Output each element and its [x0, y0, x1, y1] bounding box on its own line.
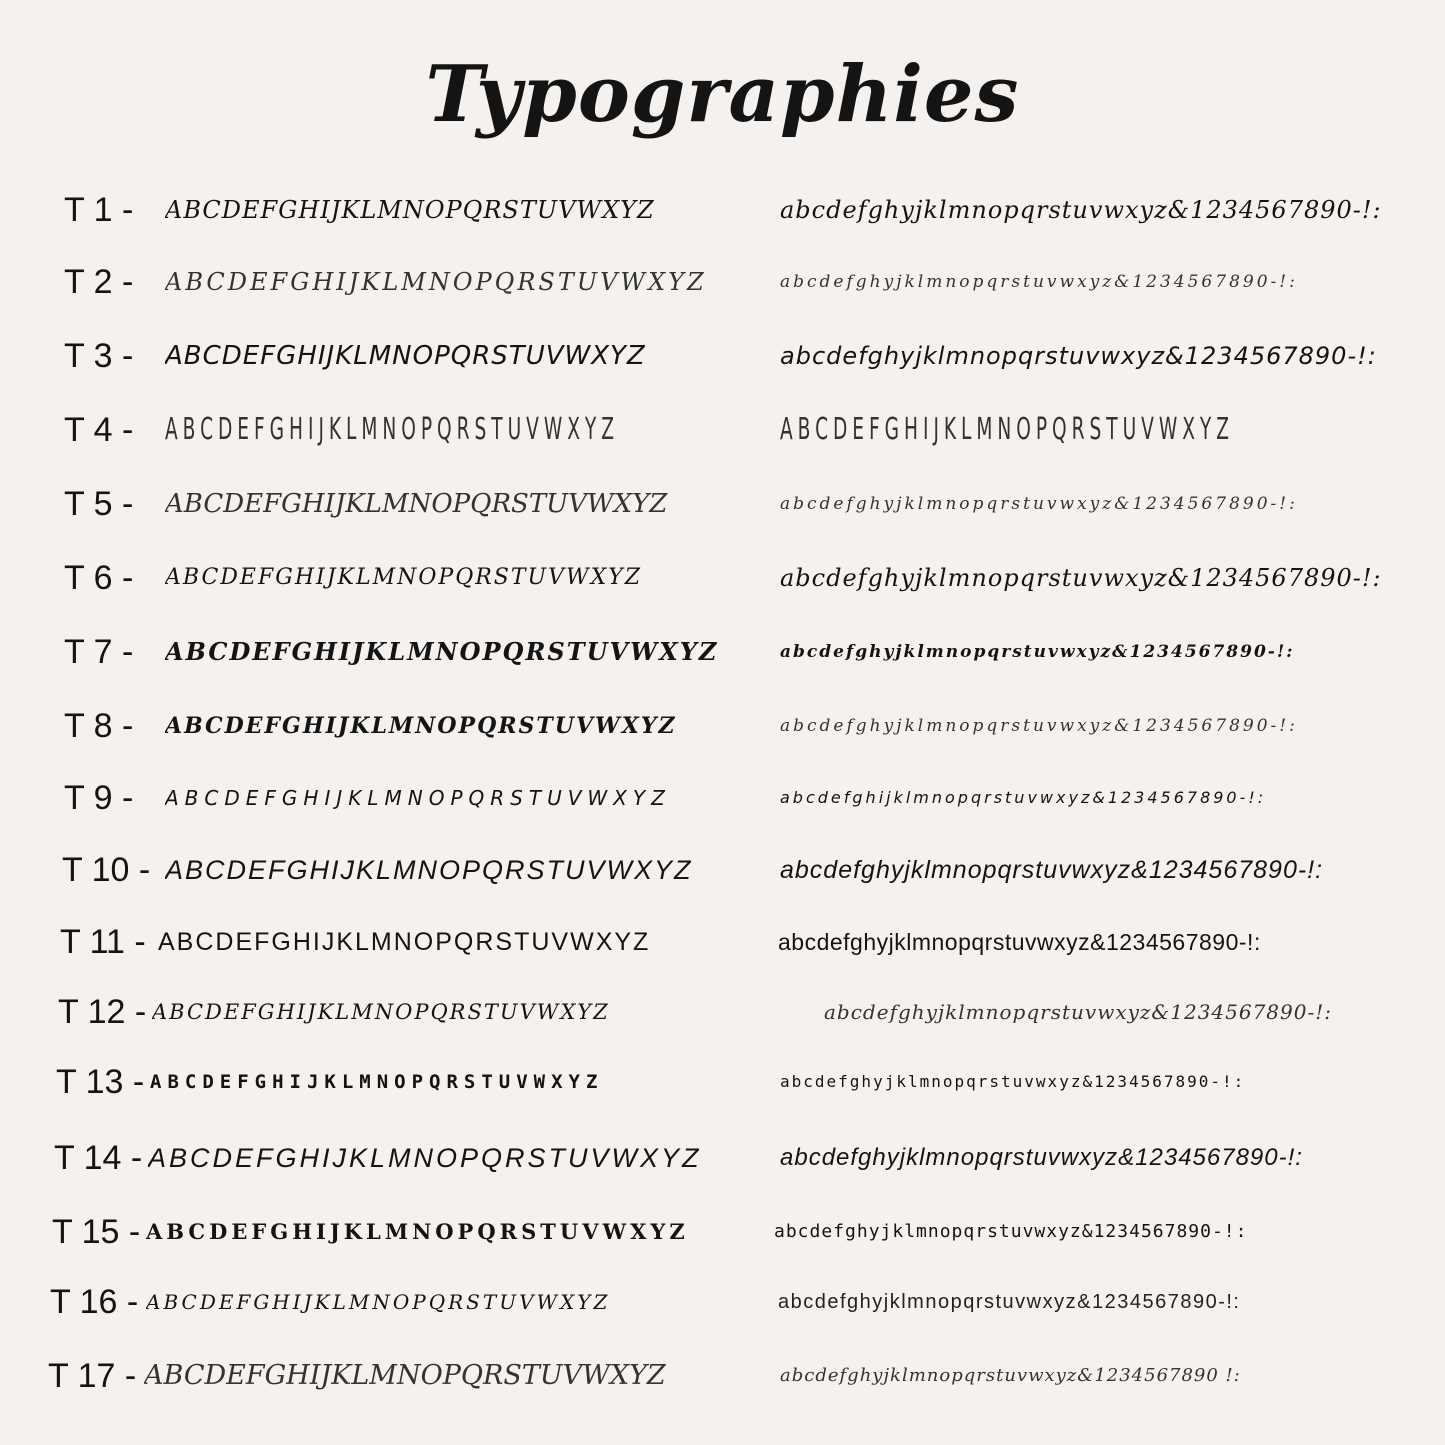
lowercase-sample: abcdefghyjklmnopqrstuvwxyz&1234567890-!: — [824, 1000, 1333, 1024]
row-label: T 13 - — [56, 1063, 145, 1101]
row-label: T 15 - — [52, 1213, 141, 1251]
row-label: T 12 - — [58, 993, 147, 1031]
typography-row — [0, 558, 1445, 618]
row-label: T 8 - — [64, 707, 134, 745]
uppercase-sample: ABCDEFGHIJKLMNOPQRSTUVWXYZ — [165, 196, 655, 224]
uppercase-sample: ABCDEFGHIJKLMNOPQRSTUVWXYZ — [148, 1143, 702, 1173]
lowercase-sample: abcdefghyjklmnopqrstuvwxyz&1234567890-!: — [780, 272, 1298, 292]
uppercase-sample: ABCDEFGHIJKLMNOPQRSTUVWXYZ — [165, 786, 671, 810]
typography-row — [0, 778, 1445, 838]
row-label: T 17 - — [48, 1357, 137, 1395]
row-label: T 1 - — [64, 191, 134, 229]
typography-row — [0, 1062, 1445, 1122]
page-title: Typographies — [425, 49, 1020, 140]
row-label: T 3 - — [64, 337, 134, 375]
lowercase-sample: abcdefghyjklmnopqrstuvwxyz&1234567890-!: — [780, 494, 1298, 514]
uppercase-sample: ABCDEFGHIJKLMNOPQRSTUVWXYZ — [165, 341, 646, 371]
lowercase-sample: abcdefghyjklmnopqrstuvwxyz&1234567890-!: — [780, 342, 1377, 370]
lowercase-sample: abcdefghyjklmnopqrstuvwxyz&1234567890-!: — [780, 196, 1382, 224]
row-label: T 10 - — [62, 851, 151, 889]
typography-row — [0, 992, 1445, 1052]
lowercase-sample: abcdefghyjklmnopqrstuvwxyz&1234567890-!: — [778, 929, 1261, 955]
row-label: T 14 - — [54, 1139, 143, 1177]
lowercase-sample: abcdefghyjklmnopqrstuvwxyz&1234567890-!: — [780, 1072, 1246, 1091]
uppercase-sample: ABCDEFGHIJKLMNOPQRSTUVWXYZ — [146, 1219, 689, 1244]
typography-row — [0, 190, 1445, 250]
row-label: T 2 - — [64, 263, 134, 301]
row-label: T 11 - — [60, 923, 146, 961]
uppercase-sample: ABCDEFGHIJKLMNOPQRSTUVWXYZ — [165, 713, 677, 739]
uppercase-sample: ABCDEFGHIJKLMNOPQRSTUVWXYZ — [165, 855, 693, 885]
typography-row — [0, 922, 1445, 982]
lowercase-sample: abcdefghyjklmnopqrstuvwxyz&1234567890-!: — [778, 1291, 1241, 1313]
typography-row — [0, 850, 1445, 910]
typography-row — [0, 262, 1445, 322]
typography-row — [0, 336, 1445, 396]
uppercase-sample: ABCDEFGHIJKLMNOPQRSTUVWXYZ — [152, 1000, 610, 1024]
lowercase-sample: abcdefghyjklmnopqrstuvwxyz&1234567890-!: — [774, 1221, 1248, 1242]
typography-row — [0, 1282, 1445, 1342]
row-label: T 9 - — [64, 779, 134, 817]
uppercase-sample: ABCDEFGHIJKLMNOPQRSTUVWXYZ — [150, 1071, 604, 1093]
typography-row — [0, 632, 1445, 692]
typography-row — [0, 410, 1445, 470]
lowercase-sample: abcdefghyjklmnopqrstuvwxyz&1234567890-!: — [780, 642, 1295, 662]
uppercase-sample: ABCDEFGHIJKLMNOPQRSTUVWXYZ — [158, 928, 651, 956]
row-label: T 16 - — [50, 1283, 139, 1321]
row-label: T 7 - — [64, 633, 134, 671]
lowercase-sample: ABCDEFGHIJKLMNOPQRSTUVWXYZ — [780, 412, 1234, 447]
lowercase-sample: abcdefghyjklmnopqrstuvwxyz&1234567890-!: — [780, 716, 1298, 736]
lowercase-sample: abcdefghyjklmnopqrstuvwxyz&1234567890-!: — [780, 1144, 1303, 1171]
uppercase-sample: ABCDEFGHIJKLMNOPQRSTUVWXYZ — [165, 412, 619, 447]
lowercase-sample: abcdefghyjklmnopqrstuvwxyz&1234567890-!: — [780, 856, 1324, 884]
lowercase-sample: abcdefghyjklmnopqrstuvwxyz&1234567890-!: — [780, 564, 1382, 592]
row-label: T 4 - — [64, 411, 134, 449]
uppercase-sample: ABCDEFGHIJKLMNOPQRSTUVWXYZ — [165, 268, 707, 296]
uppercase-sample: ABCDEFGHIJKLMNOPQRSTUVWXYZ — [144, 1360, 666, 1391]
typography-row — [0, 1356, 1445, 1416]
lowercase-sample: abcdefghijklmnopqrstuvwxyz&1234567890-!: — [780, 788, 1267, 807]
typography-row — [0, 706, 1445, 766]
typography-row — [0, 1212, 1445, 1272]
typography-row — [0, 1138, 1445, 1198]
uppercase-sample: ABCDEFGHIJKLMNOPQRSTUVWXYZ — [165, 489, 668, 519]
lowercase-sample: abcdefghyjklmnopqrstuvwxyz&1234567890 !: — [780, 1365, 1241, 1386]
typography-row — [0, 484, 1445, 544]
uppercase-sample: ABCDEFGHIJKLMNOPQRSTUVWXYZ — [165, 565, 643, 590]
uppercase-sample: ABCDEFGHIJKLMNOPQRSTUVWXYZ — [165, 637, 719, 666]
uppercase-sample: ABCDEFGHIJKLMNOPQRSTUVWXYZ — [146, 1290, 611, 1314]
row-label: T 6 - — [64, 559, 134, 597]
row-label: T 5 - — [64, 485, 134, 523]
